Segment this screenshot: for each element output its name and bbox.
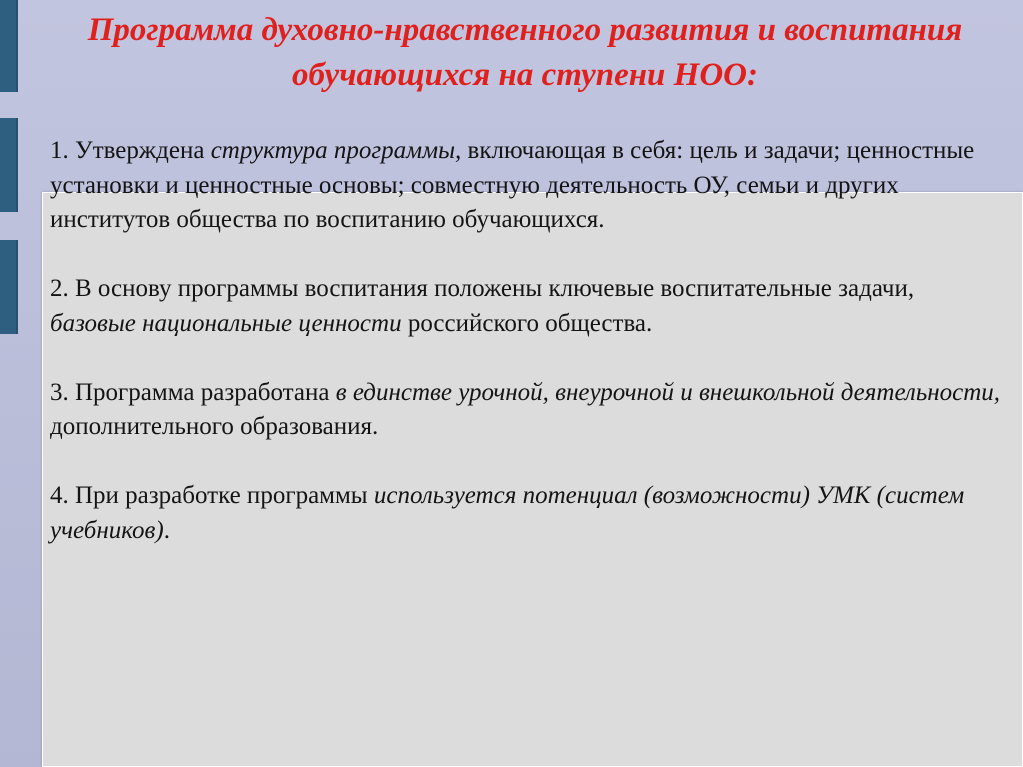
point-1-emphasis: структура программы, [210,137,462,164]
slide-body [50,134,1005,583]
accent-bar-middle [0,118,18,212]
point-3-part-1: 3. Программа разработана [50,378,336,406]
point-1 [50,134,1005,238]
point-1-part-1: 1. Утверждена [50,137,211,164]
point-2-part-2: российского общества. [401,309,653,337]
point-4-part-1: 4. При разработке программы [50,482,374,509]
point-4-part-2: . [163,516,170,544]
point-2-part-1: 2. В основу программы воспитания положены ключевые воспитательные задачи, [50,275,915,302]
point-1-part-2: включающая в себя: цель и задачи; ценностные установки и ценностные основы; совместную деятельность ОУ, семьи и других институтов общества по воспитанию обучающихся. [50,137,975,233]
point-4 [50,479,1005,548]
accent-bar-bottom [0,240,18,334]
point-2 [50,272,1005,341]
point-2-emphasis: базовые национальные ценности [50,309,402,337]
point-3-emphasis: в единстве урочной, внеурочной и внешкольной деятельности, [335,378,1001,406]
accent-bar-top [0,0,18,92]
slide-title: Программа духовно-нравственного развития и воспитания обучающихся на ступени НОО: [87,12,963,93]
point-3 [50,376,1005,445]
point-3-part-2: дополнительного образования. [50,413,379,440]
point-4-emphasis: используется потенциал (возможности) УМК (систем учебников) [50,482,965,544]
